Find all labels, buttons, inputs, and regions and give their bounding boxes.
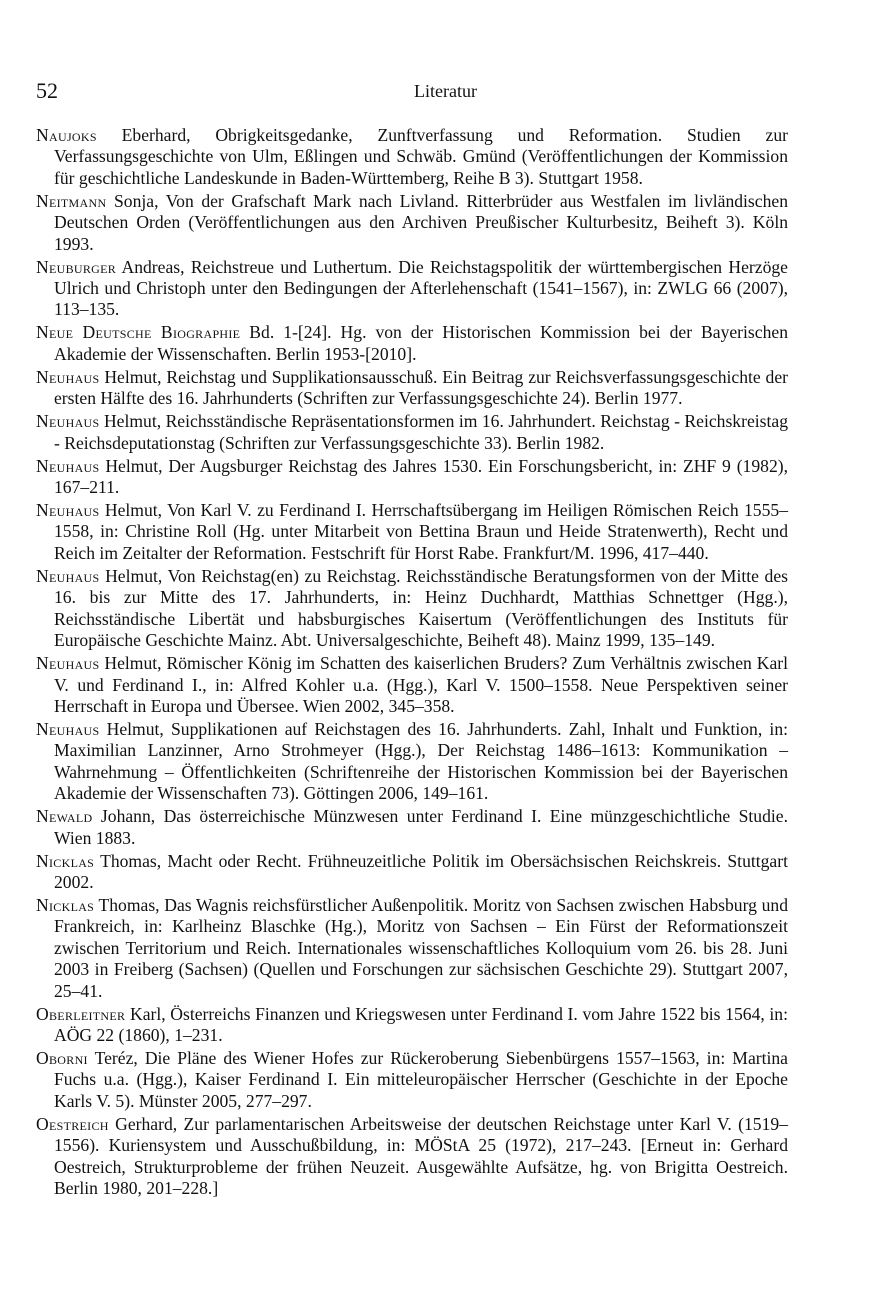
page-number: 52 — [36, 78, 58, 103]
entry-text: Sonja, Von der Grafschaft Mark nach Livland. Ritterbrüder aus Westfalen im livländischen Deutschen Orden (Veröffentlichungen aus den Archiven Preußischer Kulturbesitz, Beiheft 3). Köln 1993. — [54, 190, 788, 254]
entry-text: Eberhard, Obrigkeitsgedanke, Zunftverfassung und Reformation. Studien zur Verfassungsgeschichte von Ulm, Eßlingen und Schwäb. Gmünd (Veröffentlichungen der Kommission für geschichtliche Landeskunde in Baden-Württemberg, Reihe B 3). Stuttgart 1958. — [54, 125, 788, 188]
bibliography-entry — [36, 895, 788, 1002]
author-surname: Oborni — [36, 1047, 88, 1068]
bibliography-entry — [36, 411, 788, 454]
author-surname: Oestreich — [36, 1113, 109, 1134]
bibliography-entry — [36, 191, 788, 255]
bibliography-entry — [36, 851, 788, 894]
entry-text: Bd. 1-[24]. Hg. von der Historischen Kommission bei der Bayerischen Akademie der Wissenschaften. Berlin 1953-[2010]. — [54, 322, 788, 364]
bibliography-list — [36, 125, 788, 1201]
running-header-title: Literatur — [414, 81, 477, 101]
author-surname: Neuhaus — [36, 653, 100, 674]
entry-text: Karl, Österreichs Finanzen und Kriegswesen unter Ferdinand I. vom Jahre 1522 bis 1564, in: AÖG 22 (1860), 1–231. — [54, 1003, 788, 1045]
author-surname: Neuhaus — [36, 455, 100, 476]
entry-text: Helmut, Von Reichstag(en) zu Reichstag. Reichsständische Beratungsformen von der Mitte des 16. bis zur Mitte des 17. Jahrhunderts, in: Heinz Duchhardt, Matthias Schnettger (Hgg.), Reichsständische Libertät und habsburgisches Kaisertum (Veröffentlichungen des Instituts für Europäische Geschichte Mainz. Abt. Universalgeschichte, Beiheft 48). Mainz 1999, 135–149. — [54, 565, 788, 651]
author-surname: Neitmann — [36, 190, 107, 211]
entry-text: Helmut, Der Augsburger Reichstag des Jahres 1530. Ein Forschungsbericht, in: ZHF 9 (1982), 167–211. — [54, 455, 788, 498]
author-surname: Nicklas — [36, 850, 95, 871]
entry-text: Andreas, Reichstreue und Luthertum. Die Reichstagspolitik der württembergischen Herzöge Ulrich und Christoph unter den Bedingungen der Afterlehenschaft (1541–1567), in: ZWLG 66 (2007), 113–135. — [54, 256, 788, 320]
author-surname: Neuburger — [36, 256, 117, 277]
bibliography-entry — [36, 500, 788, 564]
author-surname: Neuhaus — [36, 500, 100, 521]
entry-text: Teréz, Die Pläne des Wiener Hofes zur Rückeroberung Siebenbürgens 1557–1563, in: Martina Fuchs u.a. (Hgg.), Kaiser Ferdinand I. Ein mitteleuropäischer Herrscher (Geschichte in der Epoche Karls V. 5). Münster 2005, 277–297. — [54, 1047, 788, 1111]
bibliography-entry — [36, 806, 788, 849]
bibliography-entry — [36, 367, 788, 410]
author-surname: Neuhaus — [36, 411, 100, 432]
entry-text: Johann, Das österreichische Münzwesen unter Ferdinand I. Eine münzgeschichtliche Studie. Wien 1883. — [54, 806, 788, 848]
bibliography-entry — [36, 1048, 788, 1112]
author-surname: Neuhaus — [36, 565, 100, 586]
bibliography-entry — [36, 1114, 788, 1200]
author-surname: Nicklas — [36, 894, 95, 915]
author-surname: Neue Deutsche Biographie — [36, 322, 241, 343]
author-surname: Oberleitner — [36, 1003, 126, 1024]
author-surname: Neuhaus — [36, 366, 100, 387]
entry-text: Helmut, Reichstag und Supplikationsausschuß. Ein Beitrag zur Reichsverfassungsgeschichte der ersten Hälfte des 16. Jahrhunderts (Schriften zur Verfassungsgeschichte 24). Berlin 1977. — [54, 366, 788, 409]
entry-text: Helmut, Reichsständische Repräsentationsformen im 16. Jahrhundert. Reichstag - Reichskreistag - Reichsdeputationstag (Schriften zur Verfassungsgeschichte 33). Berlin 1982. — [54, 411, 788, 453]
bibliography-entry — [36, 1004, 788, 1047]
author-surname: Neuhaus — [36, 718, 100, 739]
author-surname: Naujoks — [36, 125, 97, 145]
entry-text: Helmut, Von Karl V. zu Ferdinand I. Herrschaftsübergang im Heiligen Römischen Reich 1555–1558, in: Christine Roll (Hg. unter Mitarbeit von Bettina Braun und Heide Stratenwerth), Recht und Reich im Zeitalter der Reformation. Festschrift für Horst Rabe. Frankfurt/M. 1996, 417–440. — [54, 500, 788, 563]
bibliography-entry — [36, 653, 788, 717]
bibliography-entry — [36, 566, 788, 652]
author-surname: Newald — [36, 806, 93, 827]
entry-text: Thomas, Das Wagnis reichsfürstlicher Außenpolitik. Moritz von Sachsen zwischen Habsburg und Frankreich, in: Karlheinz Blaschke (Hg.), Moritz von Sachsen – Ein Fürst der Reformationszeit zwischen Territorium und Reich. Internationales wissenschaftliches Kolloquium vom 26. bis 28. Juni 2003 in Freiberg (Sachsen) (Quellen und Forschungen zur sächsischen Geschichte 29). Stuttgart 2007, 25–41. — [54, 894, 788, 1001]
bibliography-entry — [36, 719, 788, 805]
bibliography-entry — [36, 257, 788, 321]
entry-text: Gerhard, Zur parlamentarischen Arbeitsweise der deutschen Reichstage unter Karl V. (1519–1556). Kuriensystem und Ausschußbildung, in: MÖStA 25 (1972), 217–243. [Erneut in: Gerhard Oestreich, Strukturprobleme der frühen Neuzeit. Ausgewählte Aufsätze, hg. von Brigitta Oestreich. Berlin 1980, 201–228.] — [54, 1113, 788, 1198]
entry-text: Helmut, Römischer König im Schatten des kaiserlichen Bruders? Zum Verhältnis zwischen Karl V. und Ferdinand I., in: Alfred Kohler u.a. (Hgg.), Karl V. 1500–1558. Neue Perspektiven seiner Herrschaft in Europa und Übersee. Wien 2002, 345–358. — [54, 653, 788, 716]
bibliography-entry — [36, 322, 788, 365]
entry-text: Helmut, Supplikationen auf Reichstagen des 16. Jahrhunderts. Zahl, Inhalt und Funktion, in: Maximilian Lanzinner, Arno Strohmeyer (Hgg.), Der Reichstag 1486–1613: Kommunikation – Wahrnehmung – Öffentlichkeiten (Schriftenreihe der Historischen Kommission bei der Bayerischen Akademie der Wissenschaften 73). Göttingen 2006, 149–161. — [54, 718, 788, 804]
bibliography-entry — [36, 456, 788, 499]
entry-text: Thomas, Macht oder Recht. Frühneuzeitliche Politik im Obersächsischen Reichskreis. Stuttgart 2002. — [54, 850, 788, 892]
bibliography-entry — [36, 125, 788, 189]
